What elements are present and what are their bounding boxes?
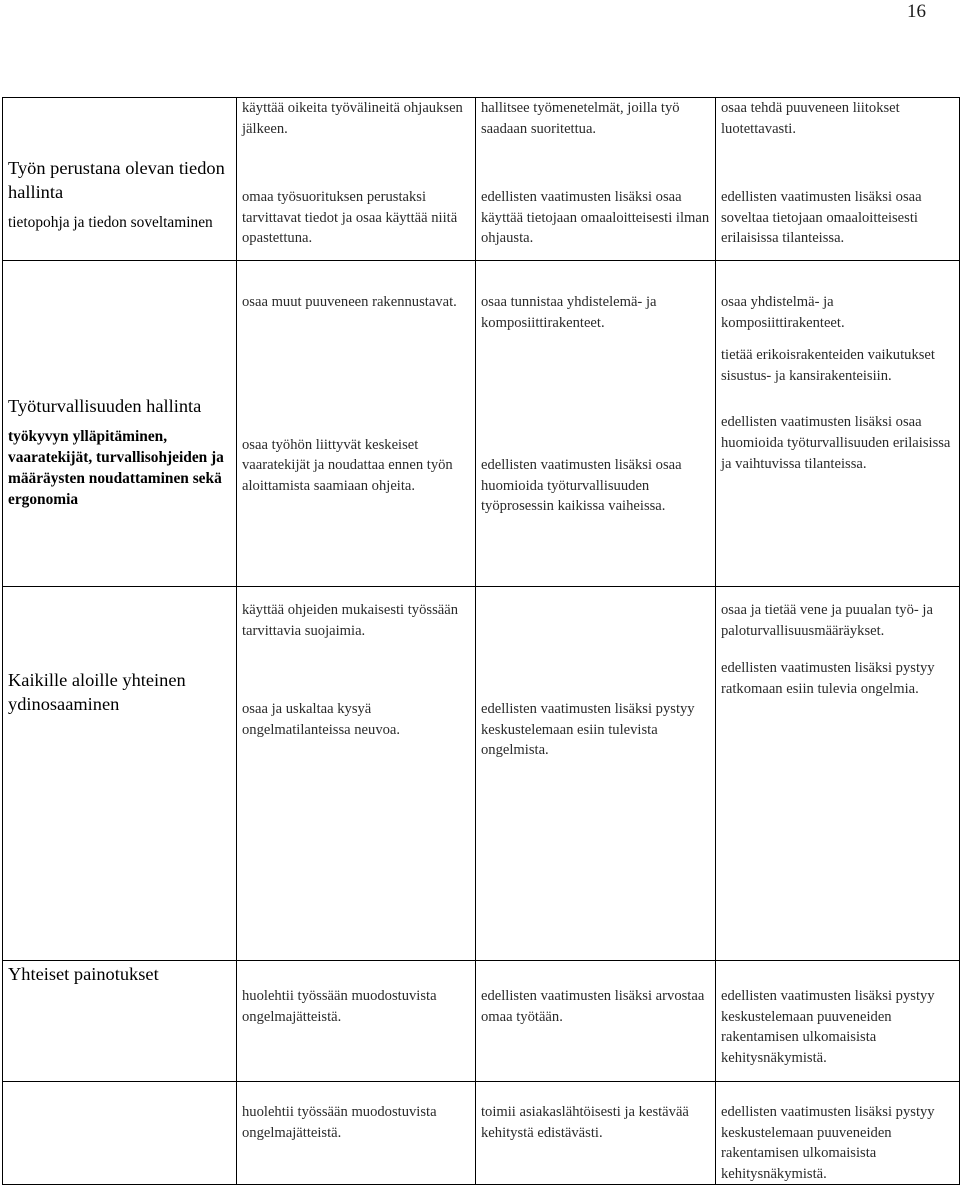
- table-row: [3, 98, 960, 261]
- criteria-cell-level-1: [237, 1082, 476, 1185]
- table-row: [3, 1082, 960, 1185]
- criteria-text: osaa ja uskaltaa kysyä ongelmatilanteissa neuvoa.: [242, 701, 401, 738]
- sub-heading: työkyvyn ylläpitäminen, vaaratekijät, turvallisohjeiden ja määräysten noudattaminen sekä ergonomia: [8, 428, 224, 508]
- criteria-text: osaa työhön liittyvät keskeiset vaaratekijät ja noudattaa ennen työn aloittamista saamiaan ohjeita.: [242, 436, 453, 494]
- criteria-cell-level-3: [716, 961, 960, 1082]
- criteria-cell-level-1: [237, 961, 476, 1082]
- criteria-text: käyttää oikeita työvälineitä ohjauksen jälkeen.: [242, 100, 463, 137]
- row-heading-cell: [3, 98, 237, 261]
- row-heading-cell: [3, 961, 237, 1082]
- criteria-text: edellisten vaatimusten lisäksi pystyy keskustelemaan puuveneiden rakentamisen ulkomaisista kehitysnäkymistä.: [721, 1104, 935, 1182]
- criteria-text: hallitsee työmenetelmät, joilla työ saadaan suoritettua.: [481, 100, 680, 137]
- criteria-text: edellisten vaatimusten lisäksi pystyy keskustelemaan esiin tulevista ongelmista.: [481, 701, 695, 759]
- criteria-cell-level-3: [716, 1082, 960, 1185]
- criteria-text: osaa tunnistaa yhdistelemä- ja komposiittirakenteet.: [481, 294, 657, 331]
- criteria-cell-level-3: [716, 261, 960, 587]
- criteria-cell-level-2: [476, 587, 716, 961]
- criteria-cell-level-2: [476, 98, 716, 261]
- table-row: [3, 587, 960, 961]
- criteria-text: osaa ja tietää vene ja puualan työ- ja paloturvallisuusmääräykset.: [721, 602, 933, 639]
- table-row: [3, 261, 960, 587]
- sub-heading: tietopohja ja tiedon soveltaminen: [8, 214, 213, 231]
- row-heading-cell: [3, 261, 237, 587]
- section-heading: Työturvallisuuden hallinta: [8, 396, 202, 416]
- criteria-text: osaa muut puuveneen rakennustavat.: [242, 294, 457, 310]
- criteria-cell-level-1: [237, 261, 476, 587]
- section-heading: Kaikille aloille yhteinen ydinosaaminen: [8, 670, 186, 714]
- criteria-cell-level-2: [476, 961, 716, 1082]
- criteria-text: toimii asiakaslähtöisesti ja kestävää kehitystä edistävästi.: [481, 1104, 689, 1141]
- criteria-text: edellisten vaatimusten lisäksi arvostaa omaa työtään.: [481, 988, 705, 1025]
- criteria-text: edellisten vaatimusten lisäksi osaa soveltaa tietojaan omaaloitteisesti erilaisissa tilanteissa.: [721, 189, 922, 247]
- criteria-text: edellisten vaatimusten lisäksi osaa käyttää tietojaan omaaloitteisesti ilman ohjausta.: [481, 189, 710, 247]
- criteria-text: huolehtii työssään muodostuvista ongelmajätteistä.: [242, 988, 437, 1025]
- criteria-cell-level-1: [237, 98, 476, 261]
- criteria-text: tietää erikoisrakenteiden vaikutukset sisustus- ja kansirakenteisiin.: [721, 347, 935, 384]
- criteria-text: edellisten vaatimusten lisäksi pystyy ratkomaan esiin tulevia ongelmia.: [721, 660, 935, 697]
- criteria-cell-level-2: [476, 1082, 716, 1185]
- table-row: [3, 961, 960, 1082]
- criteria-cell-level-2: [476, 261, 716, 587]
- criteria-cell-level-3: [716, 98, 960, 261]
- row-heading-cell: [3, 587, 237, 961]
- criteria-text: käyttää ohjeiden mukaisesti työssään tarvittavia suojaimia.: [242, 602, 459, 639]
- criteria-text: huolehtii työssään muodostuvista ongelmajätteistä.: [242, 1104, 437, 1141]
- criteria-text: osaa yhdistelmä- ja komposiittirakenteet.: [721, 294, 845, 331]
- assessment-criteria-table: [2, 97, 960, 1185]
- section-heading: Työn perustana olevan tiedon hallinta: [8, 158, 225, 202]
- criteria-text: [481, 600, 710, 641]
- criteria-text: edellisten vaatimusten lisäksi osaa huomioida työturvallisuuden työprosessin kaikissa vaiheissa.: [481, 457, 682, 515]
- page-number: 16: [907, 1, 926, 22]
- criteria-text: omaa työsuorituksen perustaksi tarvittavat tiedot ja osaa käyttää niitä opastettuna.: [242, 189, 458, 247]
- criteria-cell-level-3: [716, 587, 960, 961]
- section-heading: Yhteiset painotukset: [8, 964, 159, 984]
- criteria-text: edellisten vaatimusten lisäksi pystyy keskustelemaan puuveneiden rakentamisen ulkomaisista kehitysnäkymistä.: [721, 988, 935, 1066]
- criteria-text: edellisten vaatimusten lisäksi osaa huomioida työturvallisuuden erilaisissa ja vaihtuvissa tilanteissa.: [721, 414, 951, 472]
- row-heading-cell: [3, 1082, 237, 1185]
- criteria-text: osaa tehdä puuveneen liitokset luotettavasti.: [721, 100, 900, 137]
- criteria-cell-level-1: [237, 587, 476, 961]
